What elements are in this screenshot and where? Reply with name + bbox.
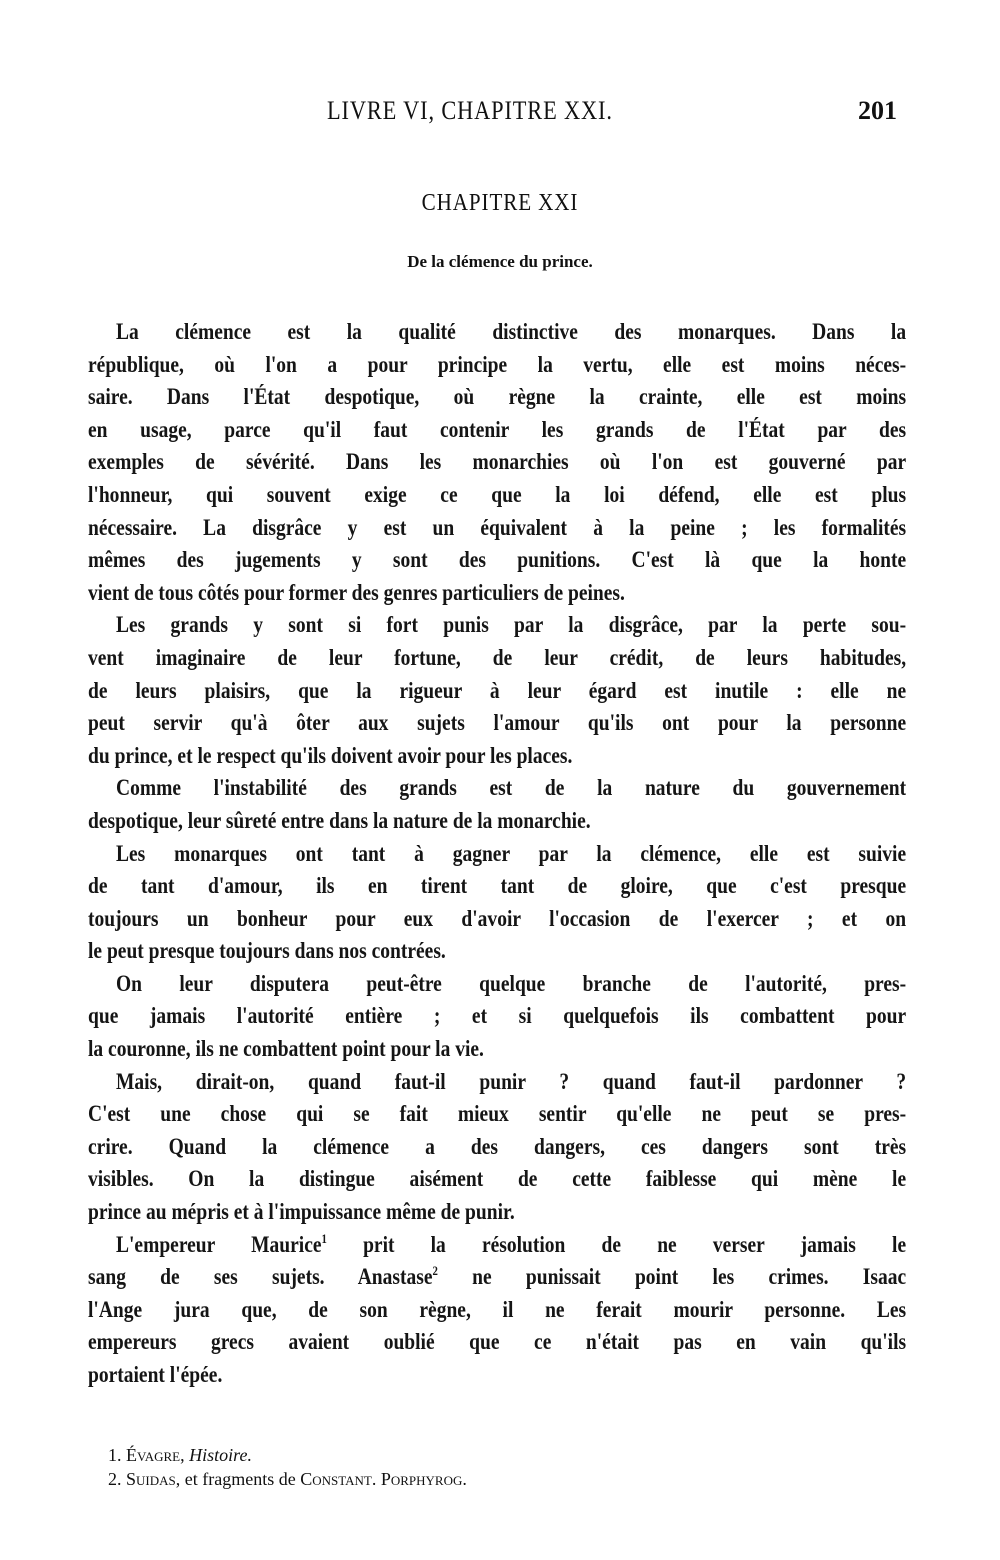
footnote-1: 1. Évagre, Histoire.: [108, 1445, 252, 1465]
text-line: de tant d'amour, ils en tirent tant de gloire, que c'est presque: [88, 873, 906, 900]
text-line: empereurs grecs avaient oublié que ce n'était pas en vain qu'ils: [88, 1329, 906, 1356]
text-line: république, où l'on a pour principe la vertu, elle est moins néces-: [88, 351, 906, 378]
footnote-work: Histoire.: [189, 1445, 252, 1465]
text-line: nécessaire. La disgrâce y est un équivalent à la peine ; les formalités: [88, 514, 906, 541]
text-line: du prince, et le respect qu'ils doivent avoir pour les places.: [88, 742, 573, 769]
text-line: La clémence est la qualité distinctive des monarques. Dans la: [116, 319, 906, 345]
text-line: Comme l'instabilité des grands est de la nature du gouvernement: [116, 775, 906, 802]
footnote-author: Suidas: [126, 1469, 176, 1489]
text-line: portaient l'épée.: [88, 1362, 223, 1388]
chapter-title: [0, 190, 1000, 217]
text-line: exemples de sévérité. Dans les monarchies où l'on est gouverné par: [88, 449, 906, 476]
footnote-author: Constant. Porphyrog.: [300, 1469, 467, 1489]
text-line: l'Ange jura que, de son règne, il ne ferait mourir personne. Les: [88, 1296, 906, 1323]
text-line: vent imaginaire de leur fortune, de leur crédit, de leurs habitudes,: [88, 644, 906, 671]
paragraph: [88, 772, 906, 837]
paragraph: [88, 609, 906, 772]
footnote-author: Évagre: [126, 1445, 181, 1465]
page-number: 201: [858, 96, 897, 125]
text-line: despotique, leur sûreté entre dans la nature de la monarchie.: [88, 807, 591, 834]
paragraph: [88, 316, 906, 609]
footnotes: [108, 1443, 908, 1491]
text-line: C'est une chose qui se fait mieux sentir qu'elle ne peut se pres-: [88, 1101, 906, 1128]
text-line: peut servir qu'à ôter aux sujets l'amour qu'ils ont pour la personne: [88, 710, 906, 737]
text-line: sang de ses sujets. Anastase$^2$ ne punissait point les crimes. Isaac: [88, 1263, 906, 1291]
text-line: On leur disputera peut-être quelque branche de l'autorité, pres-: [116, 970, 906, 997]
text-line: crire. Quand la clémence a des dangers, ces dangers sont très: [88, 1133, 906, 1160]
running-title: LIVRE VI, CHAPITRE XXI.: [327, 96, 613, 125]
paragraph: [88, 1066, 906, 1229]
body-text: [88, 316, 906, 1392]
text-line: le peut presque toujours dans nos contrées.: [88, 938, 446, 965]
text-line: mêmes des jugements y sont des punitions. C'est là que la honte: [88, 547, 906, 574]
paragraph: [88, 838, 906, 968]
text-line: de leurs plaisirs, que la rigueur à leur égard est inutile : elle ne: [88, 677, 906, 704]
text-line: vient de tous côtés pour former des genres particuliers de peines.: [88, 579, 625, 606]
footnote-ref[interactable]: 1: [321, 1230, 327, 1246]
text-line: visibles. On la distingue aisément de cette faiblesse qui mène le: [88, 1166, 906, 1193]
text-line: Mais, dirait-on, quand faut-il punir ? quand faut-il pardonner ?: [116, 1068, 906, 1095]
text-line: L'empereur Maurice$^1$ prit la résolution de ne verser jamais le: [116, 1230, 906, 1258]
text-line: Les monarques ont tant à gagner par la clémence, elle est suivie: [116, 840, 906, 867]
text-line: l'honneur, qui souvent exige ce que la loi défend, elle est plus: [88, 481, 906, 508]
text-line: toujours un bonheur pour eux d'avoir l'occasion de l'exercer ; et on: [88, 905, 906, 932]
paragraph: [88, 1229, 906, 1392]
paragraph: [88, 968, 906, 1066]
text-line: saire. Dans l'État despotique, où règne la crainte, elle est moins: [88, 384, 906, 411]
text-line: la couronne, ils ne combattent point pour la vie.: [88, 1036, 484, 1063]
text-line: Les grands y sont si fort punis par la disgrâce, par la perte sou-: [116, 612, 906, 639]
chapter-title-text: CHAPITRE XXI: [421, 190, 579, 216]
text-line: que jamais l'autorité entière ; et si quelquefois ils combattent pour: [88, 1003, 906, 1030]
footnote-2: 2. Suidas, et fragments de Constant. Porphyrog.: [108, 1469, 467, 1489]
chapter-subtitle: De la clémence du prince.: [407, 252, 593, 271]
text-line: en usage, parce qu'il faut contenir les grands de l'État par des: [88, 416, 906, 443]
text-line: prince au mépris et à l'impuissance même de punir.: [88, 1199, 515, 1226]
footnote-ref[interactable]: 2: [432, 1263, 438, 1279]
running-header: [0, 96, 1000, 136]
